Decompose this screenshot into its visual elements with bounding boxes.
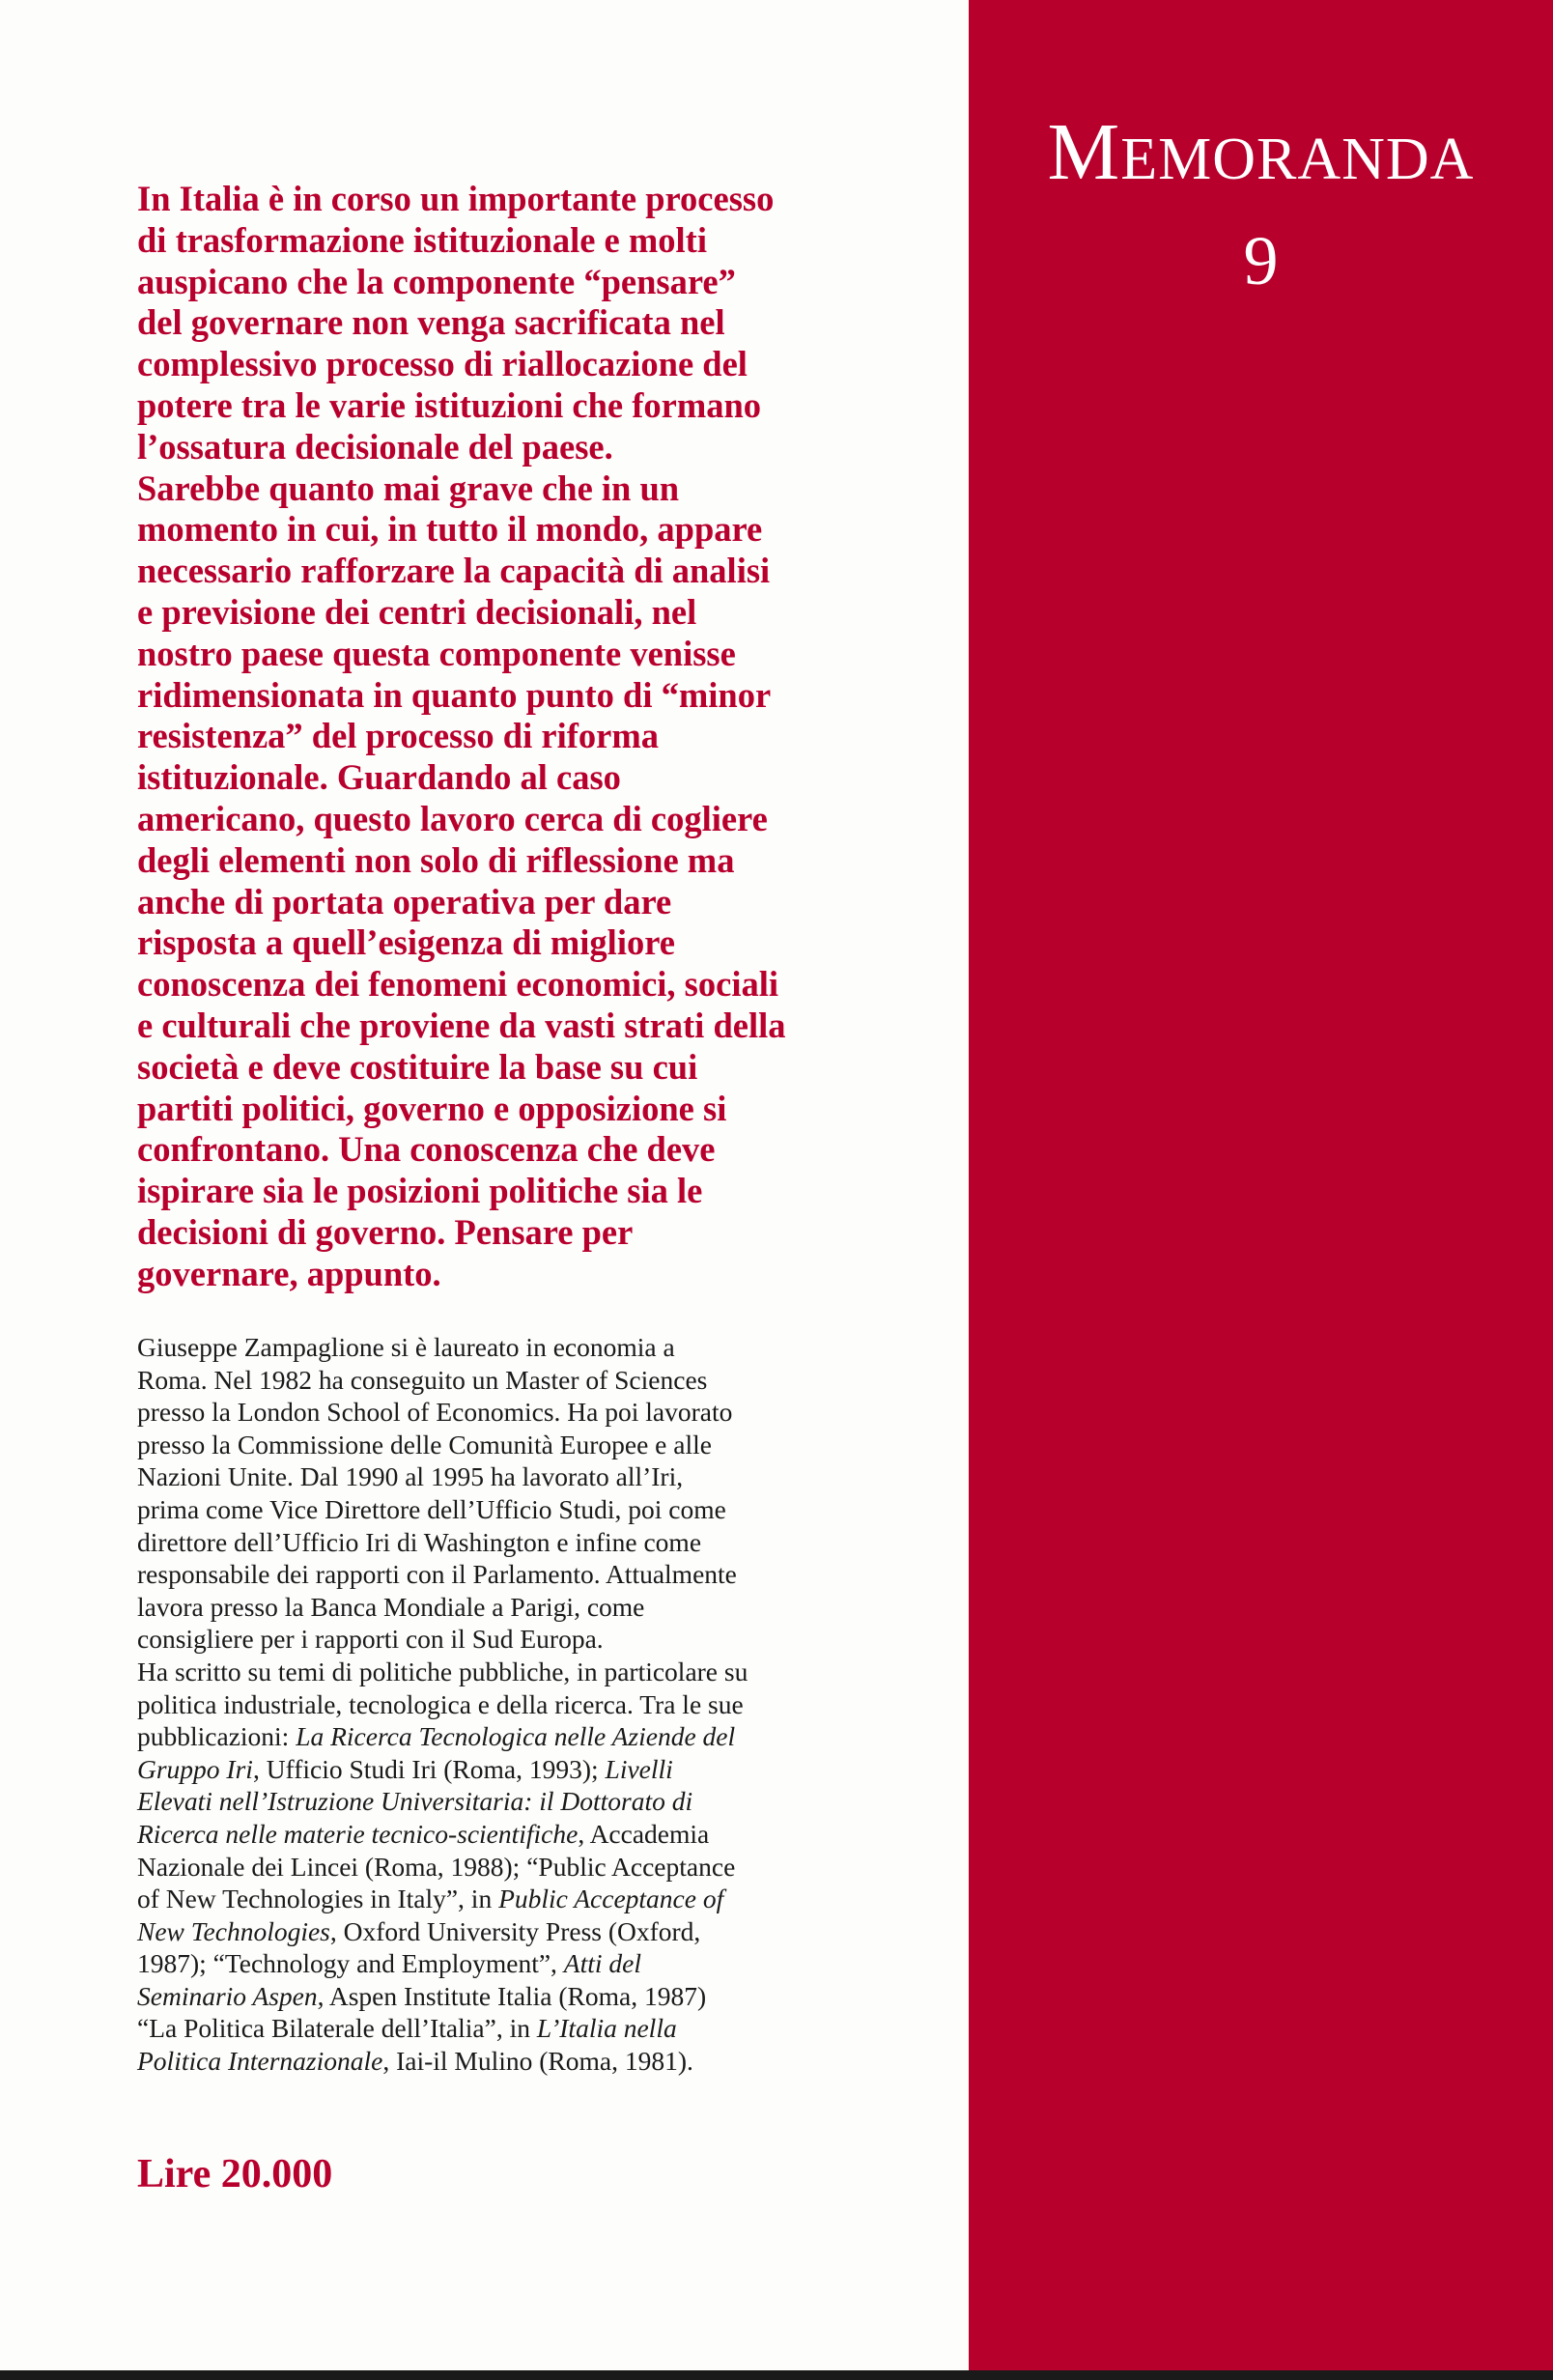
scan-edge: [0, 2370, 1553, 2380]
series-title: [969, 107, 1553, 198]
series-title-rest: EMORANDA: [1120, 127, 1475, 192]
bio-text: , Aspen Institute Italia (Roma, 1987) “La Politica Bilaterale dell’Italia”, in: [137, 1980, 707, 2044]
publication-title: Livelli Elevati nell’Istruzione Universitaria: il Dottorato di Ricerca nelle materie tecnico-scientifiche: [137, 1753, 693, 1849]
bio-text: , Ufficio Studi Iri (Roma, 1993);: [252, 1753, 606, 1784]
series-number: 9: [1243, 222, 1279, 299]
publication-title: L’Italia nella Politica Internazionale: [137, 2013, 677, 2077]
series-title-initial: M: [1047, 107, 1121, 197]
publication-title: La Ricerca Tecnologica nelle Aziende del Gruppo Iri: [137, 1721, 736, 1784]
bio-text: , Oxford University Press (Oxford, 1987); “Technology and Employment”,: [137, 1915, 701, 1979]
bio-text: , Accademia Nazionale dei Lincei (Roma, 1988); “Public Acceptance of New Technologies in Italy”, in: [137, 1818, 736, 1914]
publication-title: Atti del Seminario Aspen: [137, 1948, 641, 2011]
publication-title: Public Acceptance of New Technologies: [137, 1884, 724, 1946]
bio-text: Giuseppe Zampaglione si è laureato in economia a Roma. Nel 1982 ha conseguito un Master of Sciences presso la London School of Economics. Ha poi lavorato presso la Commissione delle Comunità Europee e alle Nazioni Unite. Dal 1990 al 1995 ha lavorato all’Iri, prima come Vice Direttore dell’Ufficio Studi, poi come direttore dell’Ufficio Iri di Washington e infine come responsabile dei rapporti con il Parlamento. Attualmente lavora presso la Banca Mondiale a Parigi, come consigliere per i rapporti con il Sud Europa. Ha scritto su temi di politiche pubbliche, in particolare su politica industriale, tecnologica e della ricerca. Tra le sue pubblicazioni:: [137, 1332, 748, 1752]
author-bio: [137, 1331, 881, 2078]
blurb-paragraph: In Italia è in corso un importante processo di trasformazione istituzionale e molti auspicano che la componente “pensare” del governare non venga sacrificata nel complessivo processo di riallocazione del potere tra le varie istituzioni che formano l’ossatura decisionale del paese. Sarebbe quanto mai grave che in un momento in cui, in tutto il mondo, appare necessario rafforzare la capacità di analisi e previsione dei centri decisionali, nel nostro paese questa componente venisse ridimensionata in quanto punto di “minor resistenza” del processo di riforma istituzionale. Guardando al caso americano, questo lavoro cerca di cogliere degli elementi non solo di riflessione ma anche di portata operativa per dare risposta a quell’esigenza di migliore conoscenza dei fenomeni economici, sociali e culturali che proviene da vasti strati della società e deve costituire la base su cui partiti politici, governo e opposizione si confrontano. Una conoscenza che deve ispirare sia le posizioni politiche sia le decisioni di governo. Pensare per governare, appunto.: [137, 179, 786, 1293]
bio-text: , Iai-il Mulino (Roma, 1981).: [382, 2046, 693, 2077]
series-band: [969, 0, 1553, 2370]
price-label: Lire 20.000: [137, 2152, 333, 2196]
